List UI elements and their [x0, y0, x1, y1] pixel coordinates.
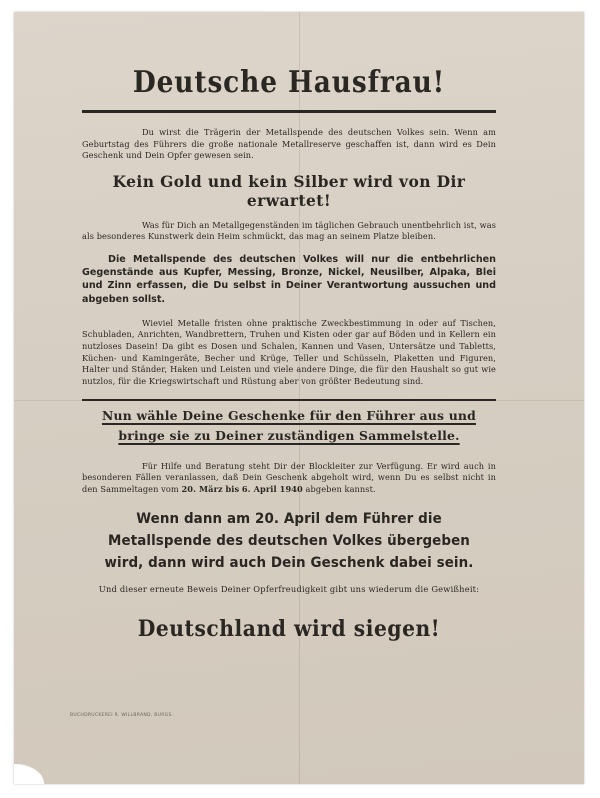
- date-word: bis: [225, 484, 240, 495]
- date-to: 6. April 1940: [241, 484, 303, 495]
- metal-donation-paragraph: Die Metallspende des deutschen Volkes will nur die entbehrlichen Gegenstände aus Kupfer, Messing, Bronze, Nickel, Neusilber, Alpaka, Blei und Zinn erfassen, die Du selbst in Deiner Verantwortung aussuchen und abgeben sollst.: [82, 253, 496, 305]
- intro-paragraph: Du wirst die Trägerin der Metallspende des deutschen Volkes sein. Wenn am Geburtstag des Führers die große nationale Metallreserve geschaffen ist, dann wird es Dein Geschenk und Dein Opfer gewesen sein.: [82, 127, 496, 161]
- daily-items-paragraph: Was für Dich an Metallgegenständen im täglichen Gebrauch unentbehrlich ist, was als besonderes Kunstwerk dein Heim schmückt, das mag an seinem Platze bleiben.: [82, 219, 496, 242]
- help-paragraph: [82, 461, 496, 496]
- callout-line-2-text: bringe sie zu Deiner zuständigen Sammelstelle.: [118, 427, 460, 443]
- useless-items-paragraph: Wieviel Metalle fristen ohne praktische Zweckbestimmung in oder auf Tischen, Schubladen, Anrichten, Wandbrettern, Truhen und Kisten oder gar auf Böden und in Kellern ein nutzloses Dasein! Da gibt es Dosen und Schalen, Kannen und Vasen, Untersätze und Tabletts, Küchen- und Kamingeräte, Becher und Krüge, Teller und Schüsseln, Plaketten und Figuren, Halter und Ständer, Haken und Leisten und viele andere Dinge, die für den Haushalt so gut wie nutzlos, für die Kriegswirtschaft und Rüstung aber von größter Bedeutung sind.: [82, 317, 496, 386]
- poster-title: Deutsche Hausfrau!: [132, 65, 446, 100]
- poster-content: [82, 55, 496, 642]
- handover-statement: Wenn dann am 20. April dem Führer die Metallspende des deutschen Volkes übergeben wird, dann wird auch Dein Geschenk dabei sein.: [104, 510, 474, 571]
- torn-corner: [14, 744, 74, 784]
- callout-rule-top: [82, 399, 496, 401]
- callout-line-1: [82, 407, 496, 425]
- printer-imprint: BUCHDRUCKEREI R. WILLBRAND, BURGS.: [70, 713, 174, 718]
- final-slogan: Deutschland wird siegen!: [137, 615, 441, 642]
- date-from: 20. März: [181, 484, 223, 495]
- callout-line-1-text: Nun wähle Deine Geschenke für den Führer aus und: [102, 407, 476, 423]
- headline: Kein Gold und kein Silber wird von Dir erwartet!: [112, 171, 466, 210]
- help-text-after: abgeben kannst.: [305, 484, 376, 495]
- callout-block: [82, 399, 496, 445]
- closing-line: Und dieser erneute Beweis Deiner Opferfreudigkeit gibt uns wiederum die Gewißheit:: [98, 583, 480, 594]
- title-rule: [82, 110, 496, 113]
- help-text-before: Für Hilfe und Beratung steht Dir der Blockleiter zur Verfügung. Er wird auch in besonderen Fällen veranlassen, daß Dein Geschenk abgeholt wird, wenn Du es selbst nicht in den Sammeltagen vom: [82, 460, 496, 495]
- callout-line-2: [82, 427, 496, 445]
